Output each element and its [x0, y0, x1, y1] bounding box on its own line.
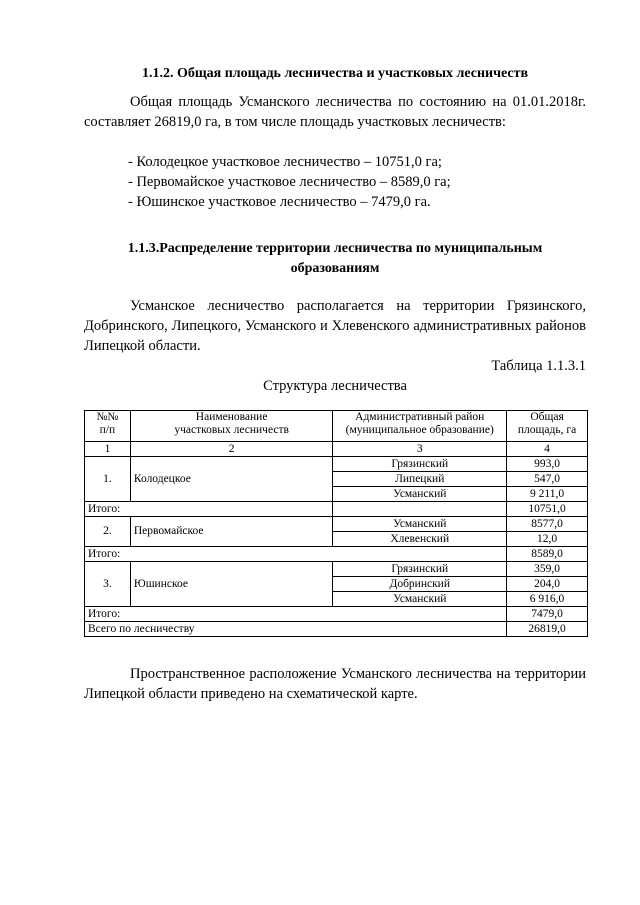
district-cell: Липецкий	[333, 472, 507, 487]
district-cell: Усманский	[333, 487, 507, 502]
subtotal-label: Итого:	[85, 502, 333, 517]
table-row	[85, 517, 588, 532]
district-cell: Усманский	[333, 592, 507, 607]
subtotal-value: 7479,0	[507, 607, 588, 622]
header-district: Административный район (муниципальное образование)	[333, 411, 507, 442]
heading-line-2: образованиям	[290, 261, 380, 276]
list-item: - Первомайское участковое лесничество – 8589,0 га;	[128, 174, 451, 190]
area-cell: 547,0	[507, 472, 588, 487]
area-cell: 359,0	[507, 562, 588, 577]
section-heading-1-1-2: 1.1.2. Общая площадь лесничества и участковых лесничеств	[141, 66, 529, 81]
subtotal-row	[85, 547, 588, 562]
district-cell: Грязинский	[333, 457, 507, 472]
group-number: 2.	[85, 517, 131, 547]
area-cell: 8577,0	[507, 517, 588, 532]
closing-paragraph	[84, 664, 586, 704]
district-cell: Хлевенский	[333, 532, 507, 547]
column-number: 1	[85, 442, 131, 457]
subtotal-label: Итого:	[85, 547, 507, 562]
grand-total-label: Всего по лесничеству	[85, 622, 507, 637]
grand-total-value: 26819,0	[507, 622, 588, 637]
header-name: Наименование участковых лесничеств	[130, 411, 333, 442]
area-cell: 204,0	[507, 577, 588, 592]
district-cell: Усманский	[333, 517, 507, 532]
column-number: 3	[333, 442, 507, 457]
table-number: Таблица 1.1.3.1	[491, 358, 586, 374]
subtotal-row	[85, 607, 588, 622]
area-cell: 993,0	[507, 457, 588, 472]
subtotal-row	[85, 502, 588, 517]
table-row	[85, 562, 588, 577]
group-name: Первомайское	[130, 517, 333, 547]
territory-paragraph-text: Усманское лесничество располагается на территории Грязинского, Добринского, Липецкого, Усманского и Хлевенского административных районов Липецкой области.	[84, 298, 586, 354]
column-number: 4	[507, 442, 588, 457]
area-paragraph-text: Общая площадь Усманского лесничества по состоянию на 01.01.2018г. составляет 26819,0 га, в том числе площадь участковых лесничеств:	[84, 94, 586, 130]
area-paragraph	[84, 92, 586, 132]
closing-paragraph-text: Пространственное расположение Усманского лесничества на территории Липецкой области приведено на схематической карте.	[84, 666, 586, 702]
group-name: Колодецкое	[130, 457, 333, 502]
district-cell: Грязинский	[333, 562, 507, 577]
area-cell: 9 211,0	[507, 487, 588, 502]
group-number: 1.	[85, 457, 131, 502]
territory-paragraph	[84, 296, 586, 356]
district-cell: Добринский	[333, 577, 507, 592]
subtotal-value: 10751,0	[507, 502, 588, 517]
section-heading-1-1-3	[84, 239, 586, 279]
column-number: 2	[130, 442, 333, 457]
table-row	[85, 457, 588, 472]
column-number-row	[85, 442, 588, 457]
area-cell: 12,0	[507, 532, 588, 547]
subtotal-label: Итого:	[85, 607, 507, 622]
table-title: Структура лесничества	[263, 378, 407, 394]
area-cell: 6 916,0	[507, 592, 588, 607]
grand-total-row	[85, 622, 588, 637]
header-area: Общая площадь, га	[507, 411, 588, 442]
list-item: - Юшинское участковое лесничество – 7479,0 га.	[128, 194, 431, 210]
header-num: №№ п/п	[85, 411, 131, 442]
subtotal-value: 8589,0	[507, 547, 588, 562]
heading-line-1: 1.1.3.Распределение территории лесничества по муниципальным	[127, 241, 543, 256]
list-item: - Колодецкое участковое лесничество – 10751,0 га;	[128, 154, 442, 170]
forestry-area-list	[128, 152, 451, 212]
table-header-row	[85, 411, 588, 442]
group-name: Юшинское	[130, 562, 333, 607]
empty-cell	[333, 502, 507, 517]
group-number: 3.	[85, 562, 131, 607]
forestry-structure-table	[84, 410, 588, 637]
